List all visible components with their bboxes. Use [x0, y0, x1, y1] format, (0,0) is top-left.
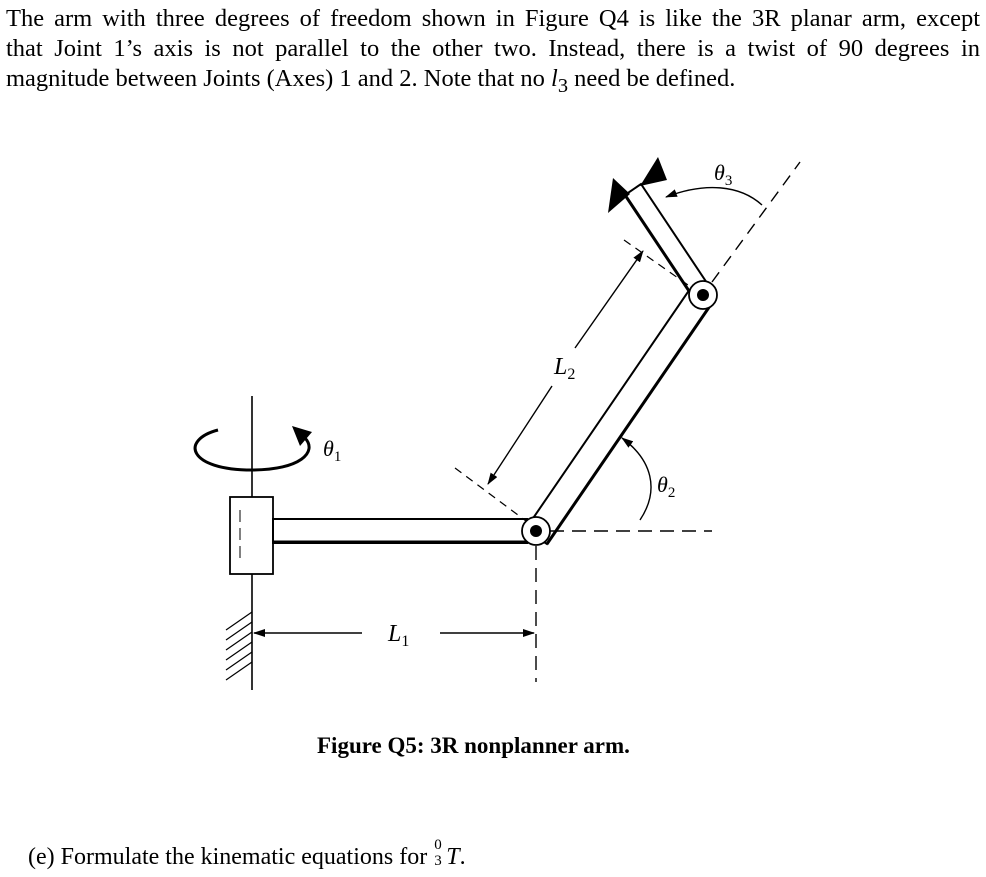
theta2-label: $\theta_2$ [657, 472, 676, 501]
L1-label: $L_1$ [388, 621, 410, 650]
transform-symbol: T [446, 844, 460, 870]
link-2 [525, 286, 714, 544]
ground-hatching [226, 612, 252, 680]
L2-dimension-upper [575, 251, 643, 348]
theta1-label: $\theta_1$ [323, 436, 342, 465]
statement-line-2: that Joint 1’s axis is not parallel to the other two. Instead, there is a twist of 90 degrees in [6, 35, 980, 62]
statement-line-1: The arm with three degrees of freedom shown in Figure Q4 is like the 3R planar arm, except [6, 5, 980, 32]
figure-caption: Figure Q5: 3R nonplanner arm. [317, 733, 630, 758]
transform-indices: 0 3 [434, 837, 442, 869]
theta2-arc [622, 438, 651, 520]
l3-symbol: l [551, 65, 558, 92]
gripper-left [608, 178, 630, 213]
L2-label: $L_2$ [554, 354, 576, 383]
L2-dimension-lower [488, 386, 552, 484]
question-e: (e) Formulate the kinematic equations for 0 3 T. [28, 837, 466, 870]
link-1 [273, 519, 527, 543]
statement-line-3: magnitude between Joints (Axes) 1 and 2. Note that no $l_3$ need be defined. [6, 65, 736, 97]
joint1-housing [230, 497, 273, 574]
theta3-arc [666, 188, 762, 205]
theta3-label: $\theta_3$ [714, 160, 733, 189]
gripper-right [640, 157, 667, 186]
